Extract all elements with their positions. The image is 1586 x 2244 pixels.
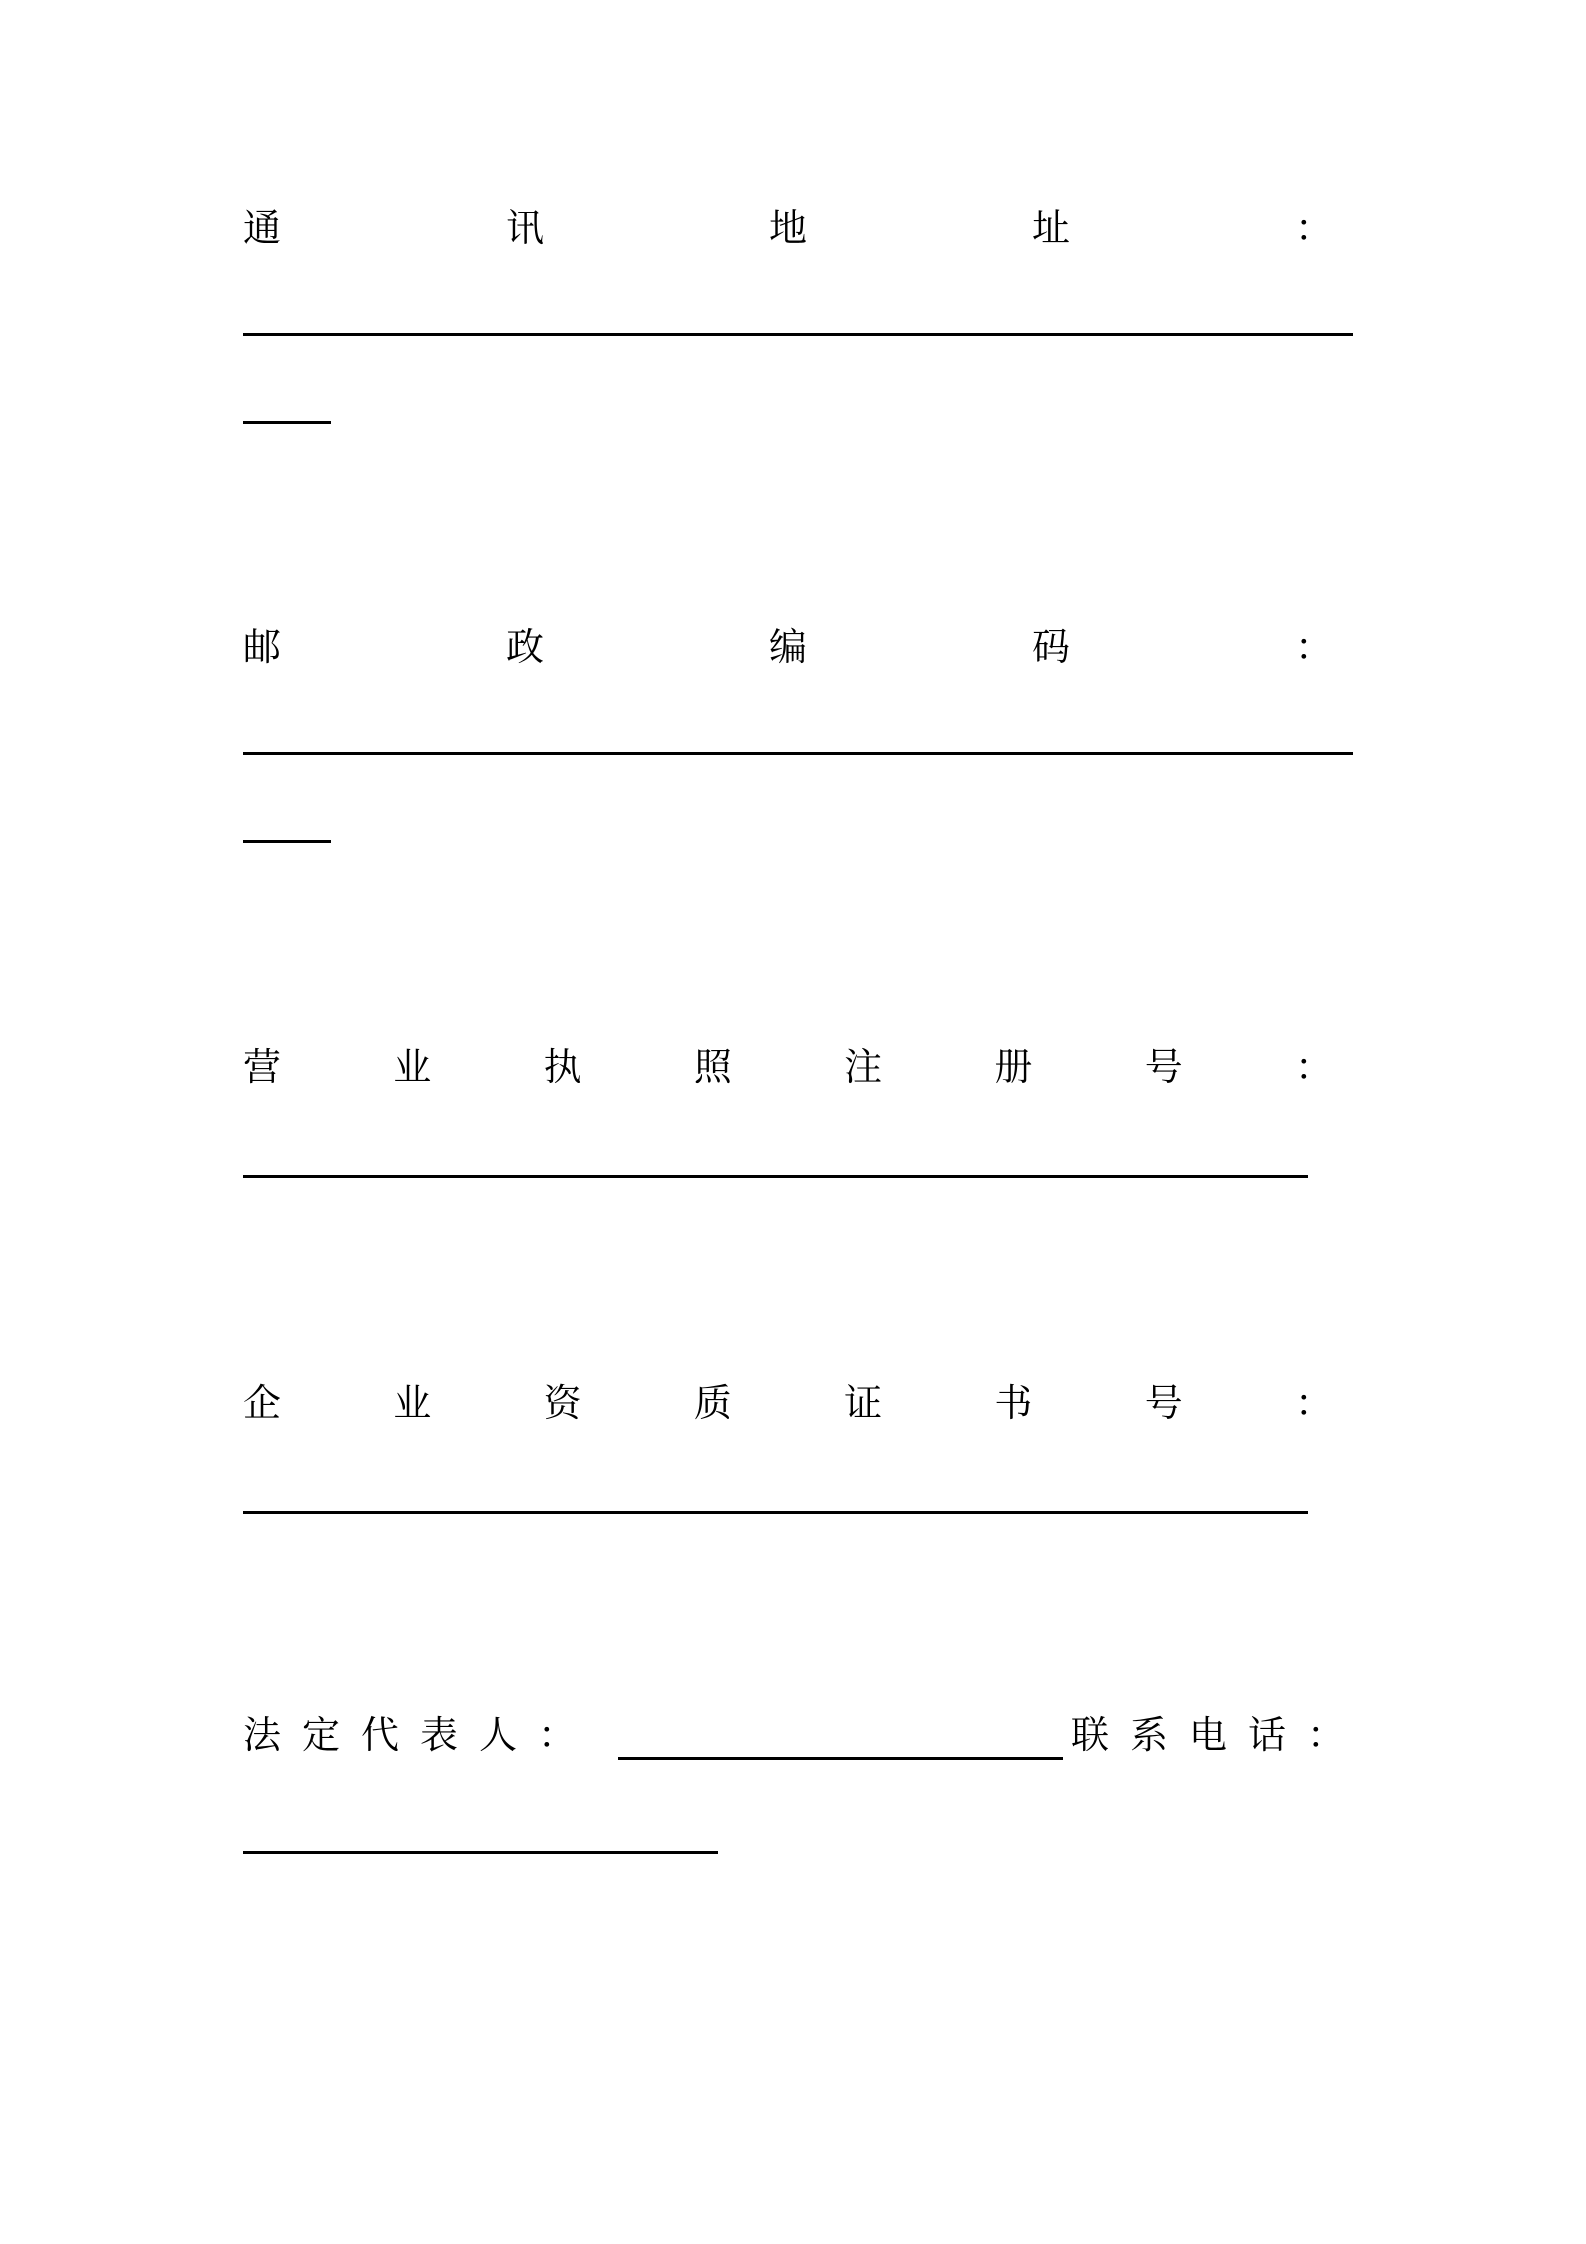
postal-code-label bbox=[243, 622, 1333, 672]
label-char: 书 bbox=[994, 1381, 1033, 1425]
legal-rep-row bbox=[243, 1710, 1367, 1760]
address-field bbox=[243, 203, 1343, 253]
label-char: 册 bbox=[994, 1045, 1033, 1089]
label-char: 邮 bbox=[243, 625, 282, 669]
qualification-cert-field bbox=[243, 1378, 1343, 1428]
postal-code-blank-line-2[interactable] bbox=[243, 840, 331, 843]
label-char: 注 bbox=[844, 1045, 883, 1089]
label-char: 质 bbox=[693, 1381, 732, 1425]
label-char: 照 bbox=[693, 1045, 732, 1089]
label-char: 业 bbox=[393, 1045, 432, 1089]
label-colon: ： bbox=[1294, 1045, 1333, 1089]
address-blank-line-2[interactable] bbox=[243, 421, 331, 424]
label-colon: ： bbox=[1295, 206, 1334, 250]
phone-blank-line[interactable] bbox=[243, 1851, 718, 1854]
qualification-cert-blank-line[interactable] bbox=[243, 1511, 1308, 1514]
address-label bbox=[243, 203, 1333, 253]
label-char: 地 bbox=[769, 206, 808, 250]
label-char: 编 bbox=[769, 625, 808, 669]
label-char: 址 bbox=[1032, 206, 1071, 250]
label-char: 营 bbox=[243, 1045, 282, 1089]
label-char: 资 bbox=[543, 1381, 582, 1425]
label-char: 执 bbox=[543, 1045, 582, 1089]
business-license-label bbox=[243, 1042, 1333, 1092]
label-char: 证 bbox=[844, 1381, 883, 1425]
label-char: 政 bbox=[506, 625, 545, 669]
business-license-blank-line[interactable] bbox=[243, 1175, 1308, 1178]
label-char: 通 bbox=[243, 206, 282, 250]
legal-rep-blank-line[interactable] bbox=[618, 1757, 1063, 1760]
label-char: 业 bbox=[393, 1381, 432, 1425]
label-char: 号 bbox=[1144, 1381, 1183, 1425]
business-license-field bbox=[243, 1042, 1343, 1092]
postal-code-field bbox=[243, 622, 1343, 672]
postal-code-blank-line-1[interactable] bbox=[243, 752, 1353, 755]
label-colon: ： bbox=[1295, 625, 1334, 669]
label-char: 号 bbox=[1144, 1045, 1183, 1089]
phone-label: 联系电话： bbox=[1071, 1713, 1367, 1757]
qualification-cert-label bbox=[243, 1378, 1333, 1428]
label-char: 讯 bbox=[506, 206, 545, 250]
legal-rep-label: 法定代表人： bbox=[243, 1713, 598, 1757]
label-char: 企 bbox=[243, 1381, 282, 1425]
label-colon: ： bbox=[1294, 1381, 1333, 1425]
address-blank-line-1[interactable] bbox=[243, 333, 1353, 336]
label-char: 码 bbox=[1032, 625, 1071, 669]
